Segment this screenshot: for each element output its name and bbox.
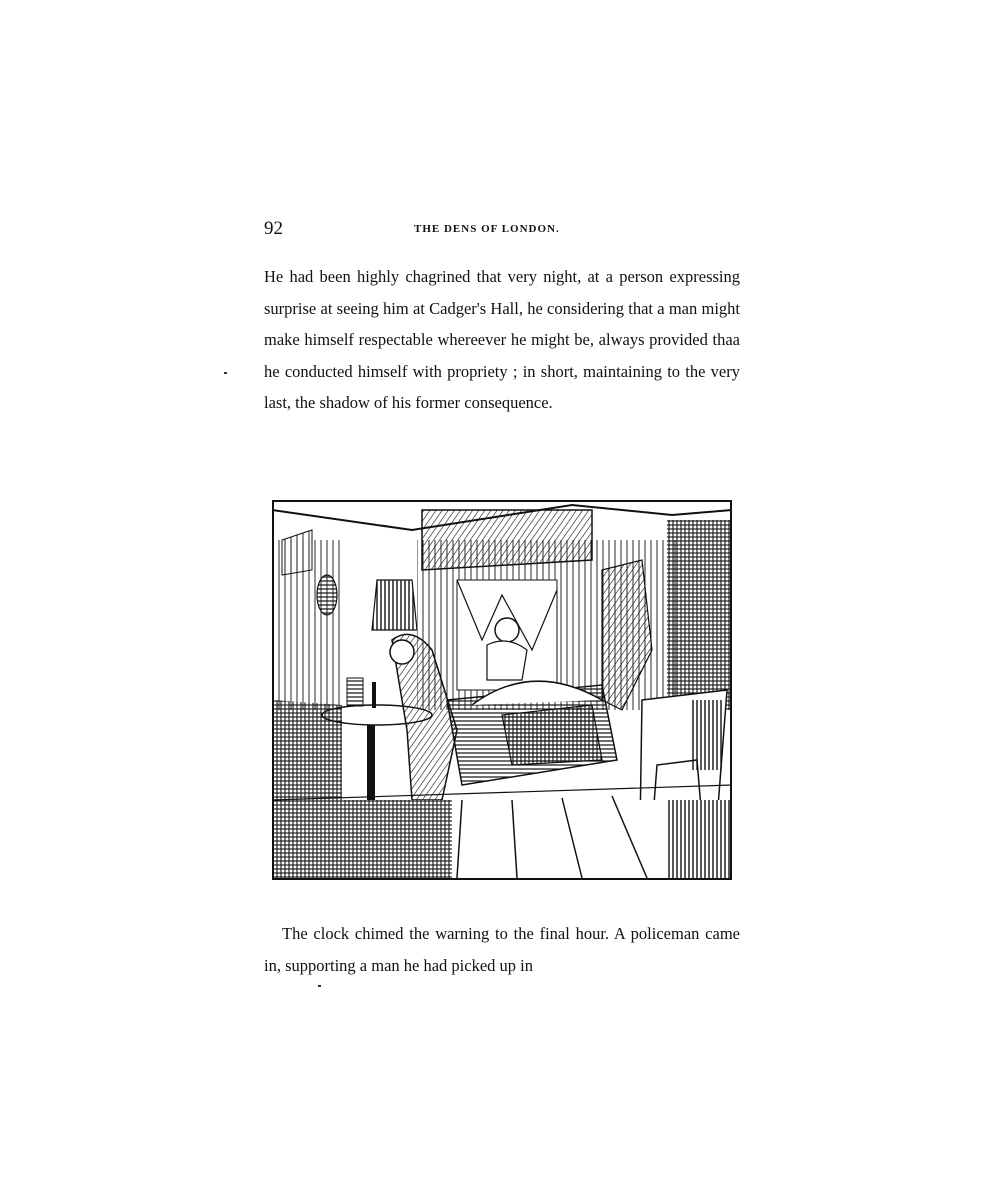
page-number: 92 [264,218,283,239]
hanging-coat [372,580,417,630]
candle [372,682,376,708]
floor-shadow-right [667,800,732,878]
stray-ink-mark [224,372,227,374]
paragraph-top: He had been highly chagrined that very night, at a person expressing surprise at seeing him at Cadger's Hall, he considering that a man might make himself respectable whereever he might be, always provided thaa he conducted himself with propriety ; in short, maintaining to the very last, the shadow of his former consequence. [264,267,740,412]
reclining-figure [502,705,602,765]
figure-head [390,640,414,664]
jug [347,678,363,706]
stray-ink-mark [318,985,321,987]
floor-shadow-left [272,800,452,878]
engraving-illustration [272,500,732,880]
child-head [495,618,519,642]
running-head-title: THE DENS OF LONDON. [414,223,560,235]
running-head [264,218,744,242]
right-wall-dark [667,520,732,710]
left-foreground-dark [272,700,342,800]
paragraph-bottom: The clock chimed the warning to the final hour. A policeman came in, supporting a man he had picked up in [264,924,740,975]
hanging-plate [317,575,337,615]
bed-canopy [422,510,592,570]
